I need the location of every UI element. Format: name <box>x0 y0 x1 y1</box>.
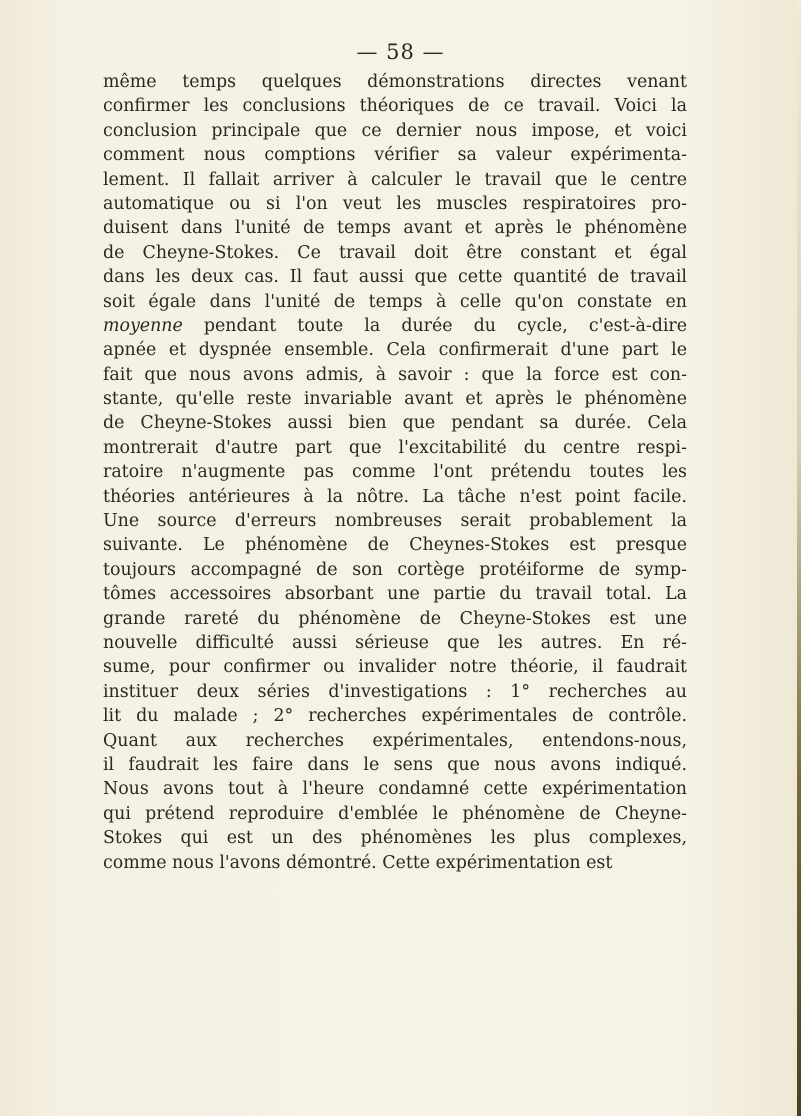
page-edge <box>797 0 801 1116</box>
text-line: ratoire n'augmente pas comme l'ont prétendu toutes les <box>103 462 687 483</box>
text-line: Une source d'erreurs nombreuses serait probablement la <box>103 511 687 532</box>
text-line: lement. Il fallait arriver à calculer le travail que le centre <box>103 169 687 190</box>
text-line: automatique ou si l'on veut les muscles respiratoires pro- <box>103 193 687 214</box>
text-line: théories antérieures à la nôtre. La tâche n'est point facile. <box>103 486 687 507</box>
text-line: conclusion principale que ce dernier nous impose, et voici <box>103 120 687 141</box>
text-line: fait que nous avons admis, à savoir : que la force est con- <box>103 364 687 385</box>
text-line: toujours accompagné de son cortège protéiforme de symp- <box>103 559 687 580</box>
text-line: de Cheyne-Stokes. Ce travail doit être constant et égal <box>103 242 687 263</box>
text-line: Nous avons tout à l'heure condamné cette expérimentation <box>103 779 687 800</box>
text-line: stante, qu'elle reste invariable avant et après le phénomène <box>103 389 687 410</box>
text-line: même temps quelques démonstrations directes venant <box>103 72 687 92</box>
text-line: Stokes qui est un des phénomènes les plus complexes, <box>103 828 687 849</box>
text-line: duisent dans l'unité de temps avant et après le phénomène <box>103 218 687 239</box>
text-line: Quant aux recherches expérimentales, entendons-nous, <box>103 730 687 751</box>
text-line: comme nous l'avons démontré. Cette expérimentation est <box>103 852 613 873</box>
text-line: confirmer les conclusions théoriques de ce travail. Voici la <box>103 96 687 117</box>
text-line: grande rareté du phénomène de Cheyne-Stokes est une <box>103 608 687 629</box>
text-line: sume, pour confirmer ou invalider notre théorie, il faudrait <box>103 657 687 678</box>
body-text <box>103 70 687 875</box>
text-line: nouvelle difficulté aussi sérieuse que les autres. En ré- <box>103 632 687 653</box>
text-line: lit du malade ; 2° recherches expérimentales de contrôle. <box>103 706 687 727</box>
page-number-header: — 58 — <box>356 40 445 64</box>
text-line: soit égale dans l'unité de temps à celle qu'on constate en <box>103 291 687 312</box>
text-line: apnée et dyspnée ensemble. Cela confirmerait d'une part le <box>103 340 687 361</box>
text-line: suivante. Le phénomène de Cheynes-Stokes est presque <box>103 535 687 556</box>
text-line: dans les deux cas. Il faut aussi que cette quantité de travail <box>103 267 687 288</box>
text-line: moyenne pendant toute la durée du cycle, c'est-à-dire <box>103 315 687 336</box>
text-line: comment nous comptions vérifier sa valeur expérimenta- <box>103 145 687 166</box>
text-line: instituer deux séries d'investigations : 1° recherches au <box>103 681 687 702</box>
text-line: montrerait d'autre part que l'excitabilité du centre respi- <box>103 437 687 458</box>
text-line: de Cheyne-Stokes aussi bien que pendant sa durée. Cela <box>103 413 687 434</box>
text-line: il faudrait les faire dans le sens que nous avons indiqué. <box>103 754 687 775</box>
text-line: tômes accessoires absorbant une partie du travail total. La <box>103 584 687 605</box>
text-line: qui prétend reproduire d'emblée le phénomène de Cheyne- <box>103 803 687 824</box>
